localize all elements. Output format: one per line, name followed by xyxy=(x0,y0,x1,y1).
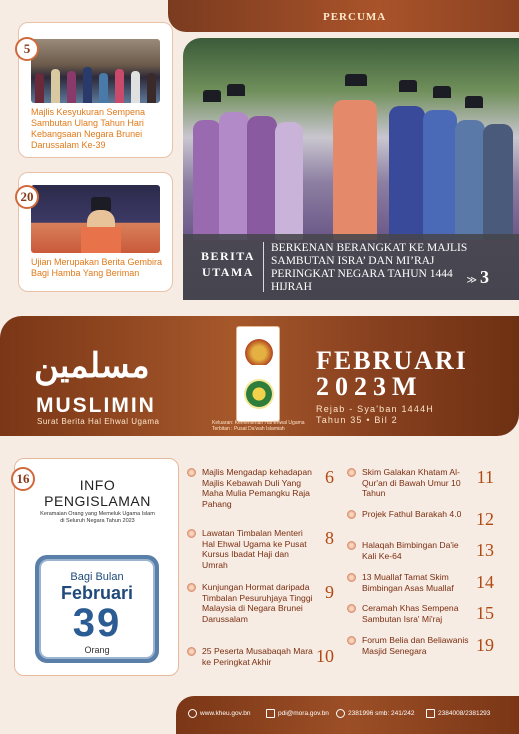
headline-title: BERKENAN BERANGKAT KE MAJLIS SAMBUTAN ISRA’ DAN MI’RAJ PERINGKAT NEGARA TAHUN 1444 HIJRAH xyxy=(271,242,468,293)
bullet-icon xyxy=(187,647,196,656)
fax-number: 2384008/2381293 xyxy=(426,709,490,718)
bullet-icon xyxy=(347,636,356,645)
email-link[interactable]: pdi@mora.gov.bn xyxy=(266,709,329,718)
bullet-icon xyxy=(347,510,356,519)
contact-footer xyxy=(176,696,519,734)
bullet-icon xyxy=(347,468,356,477)
fax-icon xyxy=(426,709,435,718)
convert-count-box xyxy=(35,555,159,663)
side-story-2[interactable] xyxy=(18,172,173,292)
info-pengislaman-card[interactable] xyxy=(14,458,179,676)
divider xyxy=(263,242,264,292)
phone-number: 2381996 smb: 241/242 xyxy=(336,709,415,718)
hijri-date: Rejab - Sya'ban 1444H Tahun 35 • Bil 2 xyxy=(316,404,434,425)
top-banner xyxy=(168,0,519,32)
page-badge: 16 xyxy=(11,467,35,491)
headline-photo[interactable] xyxy=(183,38,519,300)
side-story-1[interactable] xyxy=(18,22,173,158)
crest-panel xyxy=(236,326,280,422)
bullet-icon xyxy=(347,541,356,550)
count-unit: Orang xyxy=(84,645,110,655)
ministry-logo-icon xyxy=(244,379,274,409)
info-title: INFO PENGISLAMAN xyxy=(44,477,151,509)
bullet-icon xyxy=(187,583,196,592)
page-badge: 5 xyxy=(15,37,39,61)
headline-photo-crowd xyxy=(183,90,519,240)
arabic-title: مسلمين xyxy=(34,346,150,386)
table-of-contents: Majlis Mengadap kehadapan Majlis Kebawah Duli Yang Maha Mulia Pemangku Raja Pahang 6 Lawatan Timbalan Menteri Hal Ehwal Ugama ke Pusat Kursus Ibadat Haji dan Umrah 8 Kunjungan Hormat daripada Timbalan Pesuruhjaya Tinggi Malaysia di Negara Brunei Darussalam 9 25 Peserta Musabaqah Mara ke Peringkat Akhir 10 Skim Galakan Khatam Al-Qur'an di Bawah Umur 10 Tahun 11 Projek Fathul Barakah 4.0 12 Halaqah Bimbingan Da'ie Kali Ke-64 13 13 Muallaf Tamat Skim Bimbingan Asas Muallaf 14 Ceramah Khas Sempena Sambutan Isra' Mi'raj 15 Forum Belia dan Beliawanis Masjid Senegara 19 xyxy=(184,461,511,681)
side-story-1-photo xyxy=(31,39,160,103)
count-month: Februari xyxy=(60,583,134,603)
website-link[interactable]: www.kheu.gov.bn xyxy=(188,709,250,718)
publication-name: MUSLIMIN xyxy=(36,394,156,417)
side-story-1-title: Majlis Kesyukuran Sempena Sambutan Ulang Tahun Hari Kebangsaan Negara Brunei Darussalam Ke-39 xyxy=(31,107,146,150)
count-label: Bagi Bulan xyxy=(70,571,124,583)
bullet-icon xyxy=(187,529,196,538)
issue-month: FEBRUARI xyxy=(316,346,468,375)
tagline: Surat Berita Hal Ehwal Ugama xyxy=(37,417,160,426)
headline-label: BERITA UTAMA xyxy=(200,249,256,279)
state-crest-icon xyxy=(245,335,273,365)
arrow-icon: ≫ xyxy=(466,275,477,286)
bullet-icon xyxy=(347,604,356,613)
headline-caption xyxy=(183,234,519,300)
side-story-2-photo xyxy=(31,185,160,253)
issue-year: 2023M xyxy=(316,372,423,401)
page-badge: 20 xyxy=(15,185,39,209)
info-subtitle: Keramaian Orang yang Memeluk Ugama Islam di Seluruh Negara Tahun 2023 xyxy=(40,511,155,524)
free-label: PERCUMA xyxy=(323,11,387,23)
email-icon xyxy=(266,709,275,718)
count-value: 39 xyxy=(72,601,122,645)
bullet-icon xyxy=(187,468,196,477)
masthead xyxy=(0,316,519,436)
bullet-icon xyxy=(347,573,356,582)
side-story-2-title: Ujian Merupakan Berita Gembira Bagi Hamba Yang Beriman xyxy=(31,257,163,278)
issuer-info: Keluaran: Kementerian Hal Ehwal Ugama Terbitan : Pusat Da'wah Islamiah xyxy=(212,420,305,432)
globe-icon xyxy=(188,709,197,718)
phone-icon xyxy=(336,709,345,718)
headline-page: ≫ 3 xyxy=(466,267,489,287)
